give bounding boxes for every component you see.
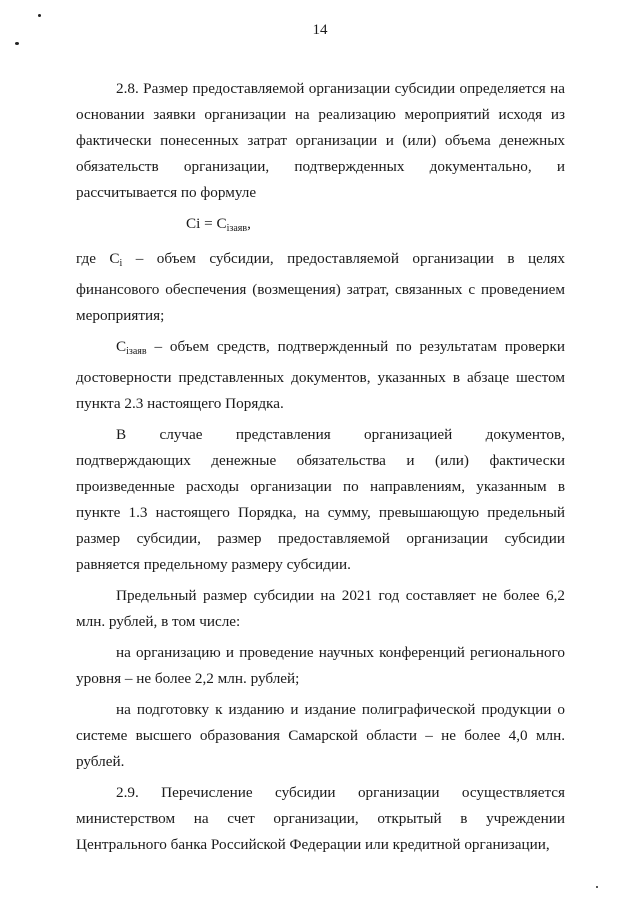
definition-cizayav-subscript: iзаяв (126, 346, 147, 357)
definition-cizayav (76, 334, 565, 417)
definition-ci (76, 246, 565, 329)
definition-cizayav-prefix: C (116, 338, 127, 355)
scan-speck (38, 14, 41, 17)
definition-ci-text: – объем субсидии, предоставляемой организации в целях финансового обеспечения (возмещения) затрат, связанных с проведением мероприятия; (76, 250, 565, 324)
paragraph-printing: на подготовку к изданию и издание полиграфической продукции о системе высшего образования Самарской области – не более 4,0 млн. рублей. (76, 701, 565, 770)
paragraph-limit-2021: Предельный размер субсидии на 2021 год составляет не более 6,2 млн. рублей, в том числе: (76, 587, 565, 630)
formula-end: , (247, 215, 251, 232)
formula-subscript: iзаяв (226, 223, 248, 234)
definition-cizayav-text: – объем средств, подтвержденный по результатам проверки достоверности представленных документов, указанных в абзаце шестом пункта 2.3 настоящего Порядка. (76, 338, 565, 412)
definition-ci-prefix: где C (76, 250, 120, 267)
paragraph-2-9: 2.9. Перечисление субсидии организации осуществляется министерством на счет организации, открытый в учреждении Центрального банка Российской Федерации или кредитной организации, (76, 784, 565, 853)
formula (76, 211, 565, 242)
paragraph-2-8: 2.8. Размер предоставляемой организации субсидии определяется на основании заявки организации на реализацию мероприятий исходя из фактически понесенных затрат организации и (или) объема денежных обязательств организации, подтвержденных документально, и рассчитывается по формуле (76, 80, 565, 201)
document-body (76, 76, 565, 863)
page-number: 14 (312, 22, 328, 38)
scan-speck (15, 42, 19, 45)
paragraph-conferences: на организацию и проведение научных конференций регионального уровня – не более 2,2 млн. рублей; (76, 644, 565, 687)
paragraph-excess-amount: В случае представления организацией документов, подтверждающих денежные обязательства и (или) фактически произведенные расходы организации по направлениям, указанным в пункте 1.3 настоящего Порядка, на сумму, превышающую предельный размер субсидии, размер предоставляемой организации субсидии равняется предельному размеру субсидии. (76, 426, 565, 573)
formula-left: Ci = C (186, 215, 227, 232)
scan-speck (596, 886, 598, 888)
definition-ci-subscript: i (119, 258, 123, 269)
